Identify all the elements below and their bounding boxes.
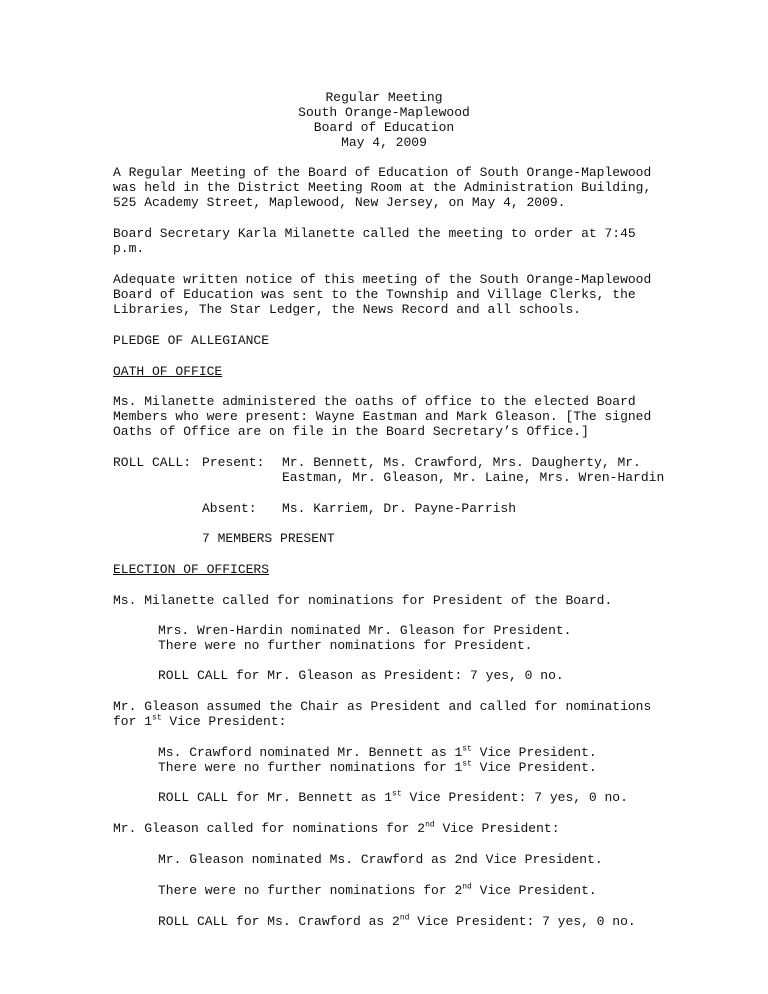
president-nomination: Mrs. Wren-Hardin nominated Mr. Gleason for President.: [158, 623, 572, 638]
oath-line-1: Ms. Milanette administered the oaths of office to the elected Board: [113, 394, 636, 409]
oath-line-3: Oaths of Office are on file in the Board Secretary’s Office.]: [113, 424, 589, 439]
members-present-count: 7 MEMBERS PRESENT: [202, 531, 335, 546]
president-call: Ms. Milanette called for nominations for President of the Board.: [113, 593, 613, 608]
notice-line-1: Adequate written notice of this meeting of the South Orange-Maplewood: [113, 272, 652, 287]
roll-call-label: ROLL CALL:: [113, 455, 192, 470]
vp2-call: Mr. Gleason called for nominations for 2nd Vice President:: [113, 820, 560, 836]
present-line-2: Eastman, Mr. Gleason, Mr. Laine, Mrs. Wren-Hardin: [282, 470, 665, 485]
intro-line-1: A Regular Meeting of the Board of Education of South Orange-Maplewood: [113, 165, 652, 180]
vp2-no-further: There were no further nominations for 2nd Vice President.: [158, 882, 597, 898]
call-to-order-line-2: p.m.: [113, 241, 145, 256]
intro-line-3: 525 Academy Street, Maplewood, New Jersey, on May 4, 2009.: [113, 195, 566, 210]
header-line-2: South Orange-Maplewood: [298, 105, 470, 120]
vp2-roll-call: ROLL CALL for Ms. Crawford as 2nd Vice President: 7 yes, 0 no.: [158, 913, 636, 929]
president-roll-call: ROLL CALL for Mr. Gleason as President: 7 yes, 0 no.: [158, 668, 564, 683]
call-to-order-line-1: Board Secretary Karla Milanette called the meeting to order at 7:45: [113, 226, 636, 241]
present-label: Present:: [202, 455, 265, 470]
intro-line-2: was held in the District Meeting Room at the Administration Building,: [113, 180, 652, 195]
header-line-3: Board of Education: [313, 120, 455, 135]
oath-heading: OATH OF OFFICE: [113, 364, 223, 379]
notice-line-2: Board of Education was sent to the Township and Village Clerks, the: [113, 287, 636, 302]
oath-line-2: Members who were present: Wayne Eastman and Mark Gleason. [The signed: [113, 409, 652, 424]
header-line-1: Regular Meeting: [325, 90, 443, 105]
present-line-1: Mr. Bennett, Ms. Crawford, Mrs. Daugherty, Mr.: [282, 455, 641, 470]
vp1-call-line-2: for 1st Vice President:: [113, 713, 287, 729]
vp1-nomination: Ms. Crawford nominated Mr. Bennett as 1st Vice President.: [158, 744, 597, 760]
header-line-4: May 4, 2009: [341, 135, 427, 150]
election-heading: ELECTION OF OFFICERS: [113, 562, 270, 577]
president-no-further: There were no further nominations for President.: [158, 638, 533, 653]
pledge-heading: PLEDGE OF ALLEGIANCE: [113, 333, 270, 348]
absent-names: Ms. Karriem, Dr. Payne-Parrish: [282, 501, 517, 516]
vp1-no-further: There were no further nominations for 1st Vice President.: [158, 759, 597, 775]
vp2-nomination: Mr. Gleason nominated Ms. Crawford as 2nd Vice President.: [158, 852, 603, 867]
notice-line-3: Libraries, The Star Ledger, the News Record and all schools.: [113, 302, 582, 317]
vp1-call-line-1: Mr. Gleason assumed the Chair as President and called for nominations: [113, 699, 652, 714]
vp1-roll-call: ROLL CALL for Mr. Bennett as 1st Vice President: 7 yes, 0 no.: [158, 789, 628, 805]
absent-label: Absent:: [202, 501, 257, 516]
